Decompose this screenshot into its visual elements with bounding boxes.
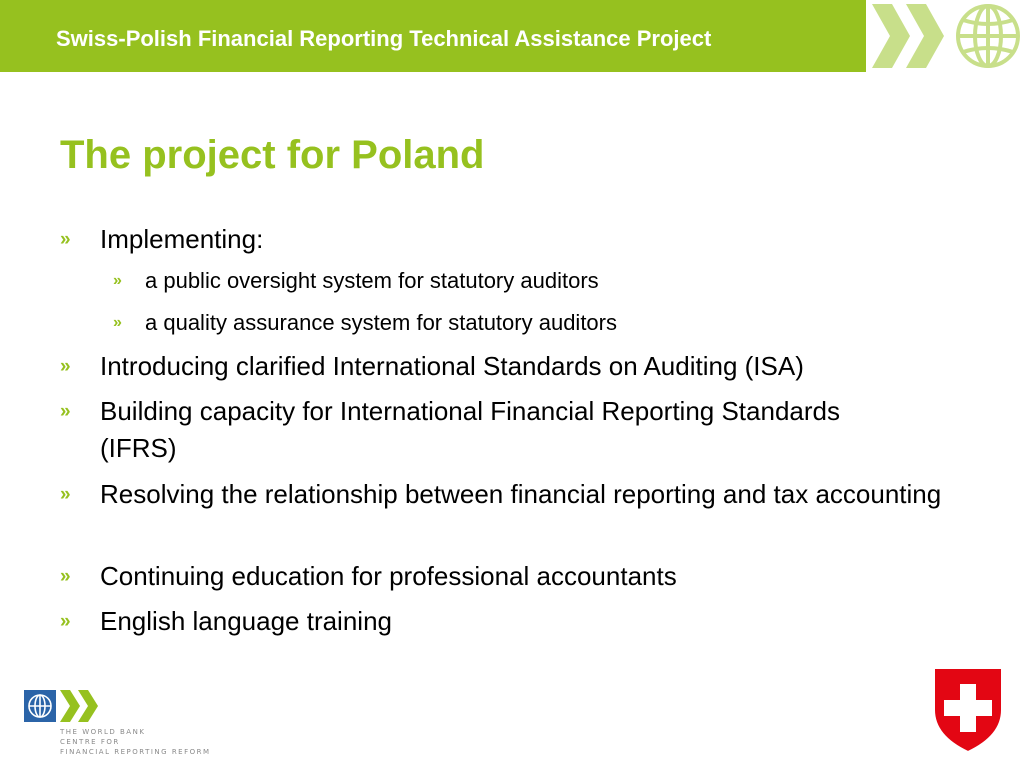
world-bank-line: THE WORLD BANK	[60, 728, 146, 736]
bullet-text: Introducing clarified International Standards on Auditing (ISA)	[100, 351, 804, 381]
bullet-item	[60, 348, 970, 385]
bullet-marker: »	[113, 314, 122, 331]
world-bank-line: FINANCIAL REPORTING REFORM	[60, 748, 211, 756]
slide-title: The project for Poland	[60, 133, 485, 177]
bullet-marker: »	[60, 484, 71, 505]
bullet-text: Building capacity for International Financial Reporting Standards (IFRS)	[100, 396, 840, 463]
globe-icon	[24, 690, 56, 722]
globe-icon	[950, 0, 1024, 72]
bullet-item	[60, 221, 970, 258]
bullet-item	[60, 603, 970, 640]
sub-bullet-item	[113, 308, 965, 338]
bullet-item	[60, 476, 970, 513]
chevrons-icon	[870, 0, 950, 72]
bullet-text: Resolving the relationship between financial reporting and tax accounting	[100, 479, 942, 509]
world-bank-text	[60, 727, 211, 757]
bullet-marker: »	[60, 401, 71, 422]
sub-bullet-item	[113, 266, 965, 296]
bullet-marker: »	[60, 611, 71, 632]
bullet-text: English language training	[100, 606, 392, 636]
chevrons-icon	[60, 690, 98, 722]
bullet-text: Implementing:	[100, 224, 264, 254]
bullet-text: Continuing education for professional accountants	[100, 561, 677, 591]
bullet-text: a public oversight system for statutory auditors	[145, 268, 599, 293]
swiss-cross-shield-icon	[928, 664, 1008, 754]
world-bank-line: CENTRE FOR	[60, 738, 120, 746]
bullet-marker: »	[113, 272, 122, 289]
header-bar	[0, 0, 866, 72]
bullet-marker: »	[60, 229, 71, 250]
bullet-item	[60, 558, 970, 595]
bullet-item	[60, 393, 860, 467]
header-title: Swiss-Polish Financial Reporting Technical Assistance Project	[56, 26, 712, 51]
bullet-marker: »	[60, 566, 71, 587]
bullet-text: a quality assurance system for statutory auditors	[145, 310, 617, 335]
bullet-marker: »	[60, 356, 71, 377]
